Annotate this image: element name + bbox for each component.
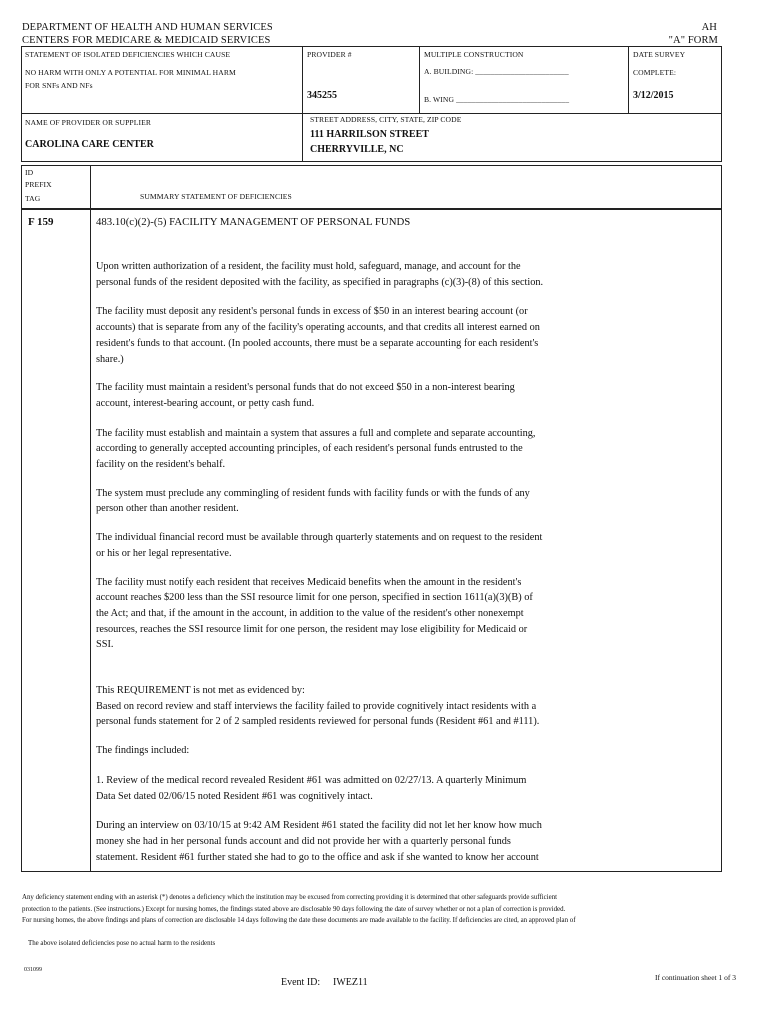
deficiency-paragraph bbox=[96, 426, 716, 473]
deficiency-paragraph bbox=[96, 743, 716, 759]
divider bbox=[90, 165, 91, 209]
event-id-label: Event ID: bbox=[281, 977, 321, 988]
building-field: A. BUILDING: ________________________ bbox=[424, 67, 569, 76]
construction-label: MULTIPLE CONSTRUCTION bbox=[424, 50, 524, 59]
deficiency-paragraph bbox=[96, 530, 716, 561]
deficiency-paragraph bbox=[96, 575, 716, 654]
prefix-header: PREFIX bbox=[25, 180, 52, 189]
deficiency-line: accounts) that is separate from any of the facility's operating accounts, and that credits all interest earned on bbox=[96, 322, 540, 334]
deficiency-line: The system must preclude any commingling of resident funds with facility funds or with the funds of any bbox=[96, 487, 530, 499]
agency-line-2: CENTERS FOR MEDICARE & MEDICAID SERVICES bbox=[22, 35, 271, 46]
deficiency-line: account reaches $200 less than the SSI resource limit for one person, specified in section 1611(a)(3)(B) of bbox=[96, 592, 533, 604]
date-complete-label: COMPLETE: bbox=[633, 68, 677, 77]
deficiency-line: person other than another resident. bbox=[96, 503, 239, 515]
deficiency-line: share.) bbox=[96, 353, 124, 365]
disclaimer-line-3: For nursing homes, the above findings and plans of correction are disclosable 14 days following the date these documents are made available to the facility. If deficiencies are cited, an approved plan of bbox=[22, 917, 576, 924]
deficiency-line: 1. Review of the medical record revealed Resident #61 was admitted on 02/27/13. A quarterly Minimum bbox=[96, 774, 527, 786]
address-label: STREET ADDRESS, CITY, STATE, ZIP CODE bbox=[310, 115, 462, 124]
summary-header: SUMMARY STATEMENT OF DEFICIENCIES bbox=[140, 192, 292, 201]
address-line-2: CHERRYVILLE, NC bbox=[310, 144, 404, 155]
deficiency-line: SSI. bbox=[96, 639, 114, 651]
form-code: AH bbox=[701, 22, 717, 33]
form-number: 031099 bbox=[24, 967, 42, 973]
continuation-sheet-label: If continuation sheet 1 of 3 bbox=[654, 973, 736, 982]
deficiency-paragraph bbox=[96, 818, 716, 865]
provider-number-label: PROVIDER # bbox=[307, 50, 352, 59]
form-name: "A" FORM bbox=[668, 35, 718, 46]
deficiency-title: 483.10(c)(2)-(5) FACILITY MANAGEMENT OF PERSONAL FUNDS bbox=[96, 216, 411, 228]
agency-line-1: DEPARTMENT OF HEALTH AND HUMAN SERVICES bbox=[22, 22, 273, 33]
deficiency-line: The facility must maintain a resident's personal funds that do not exceed $50 in a non-interest bearing bbox=[96, 382, 515, 394]
disclaimer-line-1: Any deficiency statement ending with an asterisk (*) denotes a deficiency which the institution may be excused from correcting providing it is determined that other safeguards provide sufficient bbox=[22, 894, 558, 901]
deficiency-line: facility on the resident's behalf. bbox=[96, 459, 226, 471]
divider bbox=[90, 209, 91, 872]
deficiency-line: account, interest-bearing account, or petty cash fund. bbox=[96, 397, 315, 409]
deficiency-line: The facility must deposit any resident's personal funds in excess of $50 in an interest bearing account (or bbox=[96, 306, 528, 318]
deficiency-paragraph bbox=[96, 683, 716, 730]
deficiency-paragraph bbox=[96, 380, 716, 411]
tag-header: TAG bbox=[25, 194, 41, 203]
wing-field: B. WING _____________________________ bbox=[424, 95, 570, 104]
deficiency-line: Upon written authorization of a resident, the facility must hold, safeguard, manage, and account for the bbox=[96, 261, 521, 272]
statement-line-2: NO HARM WITH ONLY A POTENTIAL FOR MINIMAL HARM bbox=[25, 68, 236, 77]
divider bbox=[419, 46, 420, 113]
address-line-1: 111 HARRILSON STREET bbox=[310, 129, 429, 140]
divider bbox=[628, 46, 629, 113]
provider-name-value: CAROLINA CARE CENTER bbox=[25, 139, 154, 150]
deficiency-paragraph bbox=[96, 259, 716, 290]
deficiency-line: personal funds statement for 2 of 2 sampled residents reviewed for personal funds (Resident #61 and #111). bbox=[96, 716, 540, 728]
date-survey-label: DATE SURVEY bbox=[633, 50, 686, 59]
statement-line-3: FOR SNFs AND NFs bbox=[25, 81, 93, 90]
deficiency-line: resident's funds to that account. (In pooled accounts, there must be a separate accounting for each resident's bbox=[96, 337, 539, 349]
table-header bbox=[21, 165, 722, 209]
id-header: ID bbox=[25, 168, 34, 177]
disclaimer-line-2: protection to the patients. (See instructions.) Except for nursing homes, the findings stated above are disclosable 90 days following the date of survey whether or not a plan of correction is provided. bbox=[22, 906, 566, 913]
statement-label: STATEMENT OF ISOLATED DEFICIENCIES WHICH CAUSE bbox=[25, 50, 231, 59]
deficiency-line: money she had in her personal funds account and did not provide her with a quarterly personal funds bbox=[96, 835, 511, 847]
date-survey-value: 3/12/2015 bbox=[633, 90, 674, 101]
isolated-deficiency-note: The above isolated deficiencies pose no actual harm to the residents bbox=[28, 940, 216, 947]
deficiency-line: During an interview on 03/10/15 at 9:42 AM Resident #61 stated the facility did not let her know how much bbox=[96, 820, 542, 832]
deficiency-paragraph bbox=[96, 486, 716, 517]
provider-name-label: NAME OF PROVIDER OR SUPPLIER bbox=[25, 118, 152, 127]
deficiency-tag: F 159 bbox=[28, 216, 54, 228]
deficiency-line: The individual financial record must be available through quarterly statements and on request to the resident bbox=[96, 532, 543, 544]
deficiency-line: statement. Resident #61 further stated she had to go to the office and ask if she wanted to know her account bbox=[96, 851, 539, 863]
deficiency-line: or his or her legal representative. bbox=[96, 547, 232, 559]
event-id-value: IWEZ11 bbox=[333, 977, 368, 988]
deficiency-text bbox=[96, 246, 716, 865]
deficiency-paragraph bbox=[96, 304, 716, 367]
deficiency-line: according to generally accepted accounting principles, of each resident's personal funds entrusted to the bbox=[96, 443, 523, 455]
provider-number-value: 345255 bbox=[307, 90, 337, 101]
deficiency-line: The facility must notify each resident that receives Medicaid benefits when the amount in the resident's bbox=[96, 576, 522, 588]
deficiency-line: This REQUIREMENT is not met as evidenced by: bbox=[96, 685, 305, 697]
divider bbox=[302, 46, 303, 162]
deficiency-line: Based on record review and staff interviews the facility failed to provide cognitively intact residents with a bbox=[96, 700, 537, 712]
deficiency-line: The facility must establish and maintain a system that assures a full and complete and separate accounting, bbox=[96, 427, 536, 439]
deficiency-line: The findings included: bbox=[96, 745, 190, 757]
deficiency-line: resources, reaches the SSI resource limit for one person, the resident may lose eligibility for Medicaid or bbox=[96, 623, 528, 635]
deficiency-line: personal funds of the resident deposited with the facility, as specified in paragraphs (c)(3)-(8) of this section. bbox=[96, 276, 544, 288]
deficiency-line: Data Set dated 02/06/15 noted Resident #61 was cognitively intact. bbox=[96, 790, 373, 802]
deficiency-line: the Act; and that, if the amount in the account, in addition to the value of the resident's other nonexempt bbox=[96, 607, 524, 619]
deficiency-paragraph bbox=[96, 773, 716, 804]
